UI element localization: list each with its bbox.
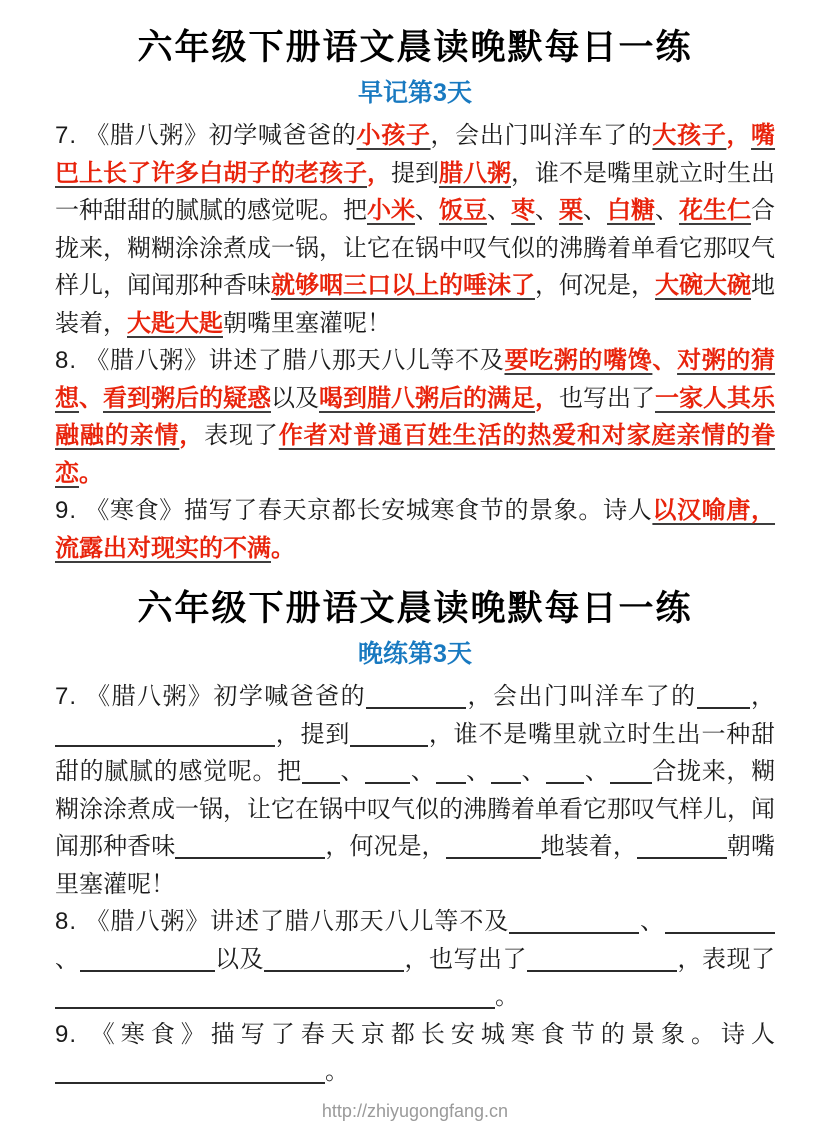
body-text: ，谁不是嘴里就立时生出一种甜甜的腻腻的感觉呢。把 [55,159,775,224]
answer-punctuation: ， [367,159,391,187]
body-text: 也写出了 [559,384,655,412]
evening-item-9 [55,1016,775,1091]
evening-title: 六年级下册语文晨读晚默每日一练 [137,589,693,628]
body-text: 《寒食》描写了春天京都长安城寒食节的景象。诗人 [85,497,653,524]
body-text: ，表现了 [677,945,775,973]
answer-text: 小米 [367,197,415,224]
answer-text: 喝到腊八粥后的满足 [319,384,535,412]
fill-in-blank [350,719,428,747]
body-text: 朝嘴里塞灌呢！ [223,309,391,337]
answer-punctuation: ， [726,122,752,149]
evening-section [55,587,775,1091]
fill-in-blank [509,906,639,934]
evening-practice-items [55,678,775,1091]
body-text: 。 [495,983,519,1010]
fill-in-blank [610,756,652,784]
answer-text: 花生仁 [679,197,751,224]
body-text: 、 [583,197,607,224]
body-text: ，会出门叫洋车了的 [466,683,697,710]
footer-url: http://zhiyugongfang.cn [321,1100,509,1121]
body-text: 地装着， [540,833,637,860]
answer-text: 大孩子 [652,122,727,149]
fill-in-blank [80,944,215,972]
answer-text: 栗 [559,197,583,224]
body-text: ，何况是， [325,833,446,860]
body-text: 《腊八粥》讲述了腊八那天八儿等不及 [85,908,510,935]
body-text: 《腊八粥》讲述了腊八那天八儿等不及 [85,347,505,374]
body-text: 以及 [271,384,319,412]
answer-text: 以汉喻唐，流露出对现实的不满 [55,497,776,562]
answer-punctuation: ， [535,384,559,412]
answer-punctuation: ， [179,422,205,449]
answer-text: 大碗大碗 [655,272,751,299]
body-text: 、 [520,758,547,785]
item-number: 7. [55,683,87,710]
fill-in-blank [366,681,466,709]
answer-text: 腊八粥 [439,159,511,187]
fill-in-blank [175,831,325,859]
answer-text: 白糖 [607,197,655,224]
body-text: 合拢来，糊糊涂涂煮成一锅，让它在锅中叹气似的沸腾着单看它那叹气样儿，闻闻那种香味 [55,197,775,299]
answer-punctuation: 、 [652,347,678,374]
fill-in-blank [697,681,750,709]
morning-subtitle: 早记第3天 [358,79,472,107]
body-text: 合拢来，糊糊涂涂煮成一锅，让它在锅中叹气似的沸腾着单看它那叹气样儿，闻闻那种香味 [55,758,776,860]
body-text: 《寒食》描写了春天京都长安城寒食节的景象。诗人 [90,1020,776,1048]
body-text: ，提到 [275,720,351,748]
fill-in-blank [195,1056,325,1084]
body-text: 、 [465,758,491,785]
answer-text: 对粥的猜想 [55,347,776,412]
fill-in-blank [546,756,584,784]
body-text: 、 [415,197,439,224]
body-text: 《腊八粥》初学喊爸爸的 [85,122,357,149]
body-text: ，也写出了 [404,945,527,973]
fill-in-blank [55,981,495,1009]
body-text: 《腊八粥》初学喊爸爸的 [86,683,367,710]
fill-in-blank [637,831,727,859]
body-text: 朝嘴里塞灌呢！ [55,833,776,898]
body-text: 、 [655,197,679,224]
body-text: 、 [55,945,80,973]
answer-text: 小孩子 [356,122,431,149]
body-text: 。 [325,1058,349,1085]
evening-subtitle: 晚练第3天 [358,640,472,668]
answer-text: 看到粥后的疑惑 [103,384,271,412]
body-text: 以及 [214,945,264,973]
body-text: ，会出门叫洋车了的 [430,122,653,149]
morning-answer-items [55,117,775,567]
item-number: 9. [55,497,86,524]
fill-in-blank [365,756,410,784]
answer-text: 作者对普通百姓生活的热爱和对家庭亲情的眷恋 [55,422,776,487]
answer-text: 饭豆 [439,197,487,224]
answer-text: 枣 [511,197,535,224]
body-text: 、 [584,758,610,785]
fill-in-blank [436,756,466,784]
body-text: ，谁不是嘴里就立时生出一种甜甜的腻腻的感觉呢。把 [55,720,776,785]
morning-title: 六年级下册语文晨读晚默每日一练 [137,28,693,67]
fill-in-blank [665,906,775,934]
body-text: 表现了 [204,422,279,449]
body-text: 、 [410,758,436,785]
body-text: 提到 [391,159,439,187]
morning-item-7 [55,117,775,342]
answer-text: 大匙大匙 [127,309,223,337]
answer-text: 一家人其乐融融的亲情 [55,384,775,449]
fill-in-blank [302,756,340,784]
answer-punctuation: 。 [271,534,295,562]
item-number: 8. [55,347,86,374]
item-number: 8. [55,908,86,935]
answer-text: 就够咽三口以上的唾沫了 [271,272,535,299]
body-text: 、 [639,908,666,935]
fill-in-blank [264,944,404,972]
evening-item-7 [55,678,775,903]
item-number: 7. [55,122,86,149]
item-number: 9. [55,1020,91,1048]
answer-punctuation: 。 [79,459,103,487]
fill-in-blank [55,719,275,747]
body-text: 地装着， [55,272,775,337]
body-text: ， [749,683,776,710]
fill-in-blank [446,831,541,859]
morning-section [55,26,775,567]
morning-item-8 [55,342,775,492]
answer-punctuation: 、 [79,384,103,412]
fill-in-blank [527,944,677,972]
body-text: ，何况是， [535,272,655,299]
body-text: 、 [487,197,511,224]
fill-in-blank [55,1056,195,1084]
morning-item-9 [55,492,775,567]
body-text: 、 [339,758,366,785]
evening-item-8 [55,903,775,1016]
body-text: 、 [535,197,559,224]
answer-text: 要吃粥的嘴馋 [504,347,653,374]
fill-in-blank [491,756,521,784]
answer-text: 嘴巴上长了许多白胡子的老孩子 [55,122,776,187]
